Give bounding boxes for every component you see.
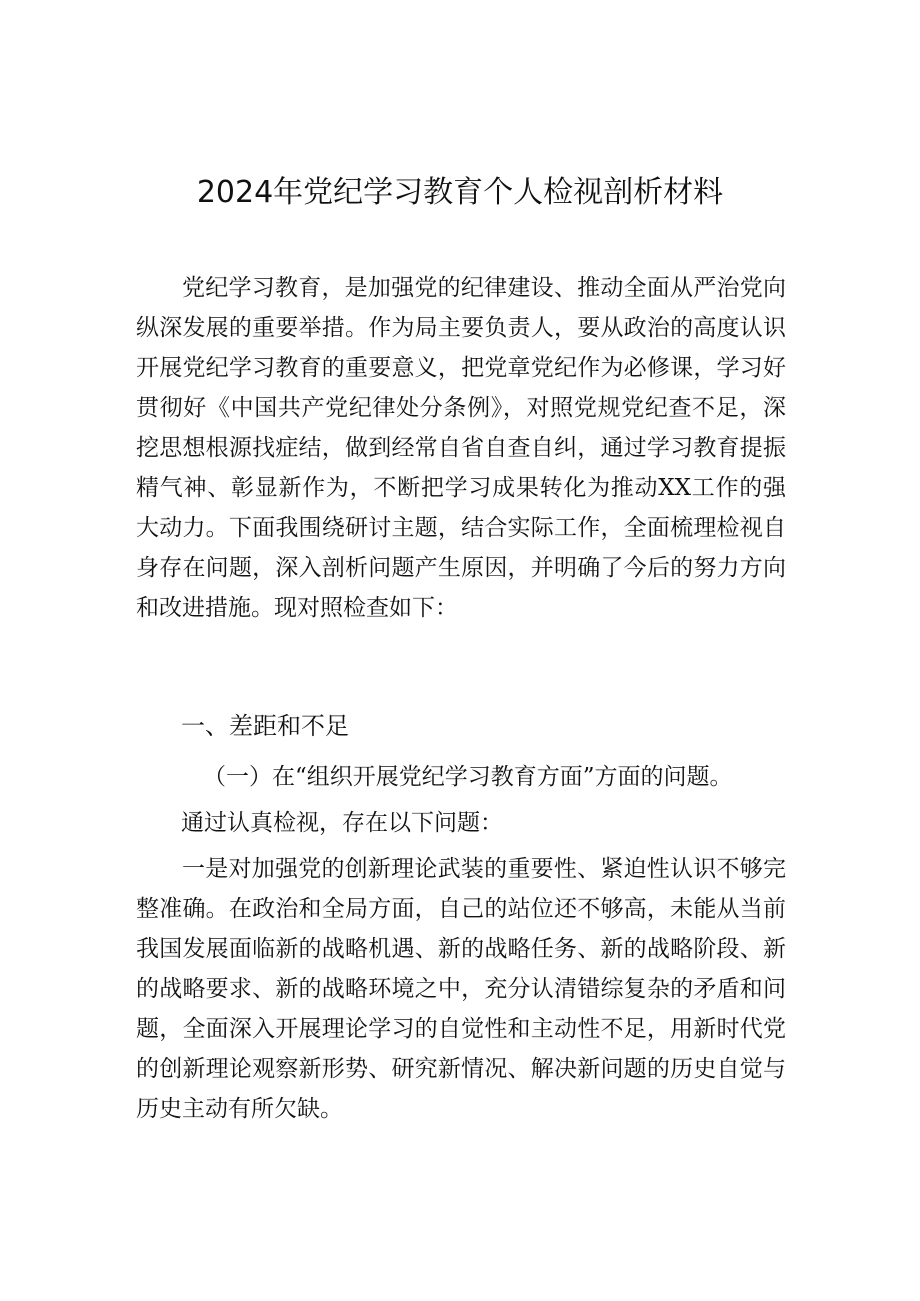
point-one-paragraph: 一是对加强党的创新理论武装的重要性、紧迫性认识不够完整准确。在政治和全局方面，自己的站位还不够高，未能从当前我国发展面临新的战略机遇、新的战略任务、新的战略阶段、新的战略要求、新的战略环境之中，充分认清错综复杂的矛盾和问题，全面深入开展理论学习的自觉性和主动性不足，用新时代党的创新理论观察新形势、研究新情况、解决新问题的历史自觉与历史主动有所欠缺。 <box>136 856 786 1122</box>
intro-paragraph: 党纪学习教育，是加强党的纪律建设、推动全面从严治党向纵深发展的重要举措。作为局主要负责人，要从政治的高度认识开展党纪学习教育的重要意义，把党章党纪作为必修课，学习好贯彻好《中国共产党纪律处分条例》，对照党规党纪查不足，深挖思想根源找症结，做到经常自省自查自纠，通过学习教育提振精气神、彰显新作为，不断把学习成果转化为推动XX工作的强大动力。下面我围绕研讨主题，结合实际工作，全面梳理检视自身存在问题，深入剖析问题产生原因，并明确了今后的努力方向和改进措施。现对照检查如下： <box>136 275 786 621</box>
section-heading: 一、差距和不足 <box>181 712 349 740</box>
document-title: 2024年党纪学习教育个人检视剖析材料 <box>196 175 724 210</box>
lead-line: 通过认真检视，存在以下问题： <box>181 810 503 836</box>
subsection-heading: （一）在“组织开展党纪学习教育方面”方面的问题。 <box>203 764 733 790</box>
